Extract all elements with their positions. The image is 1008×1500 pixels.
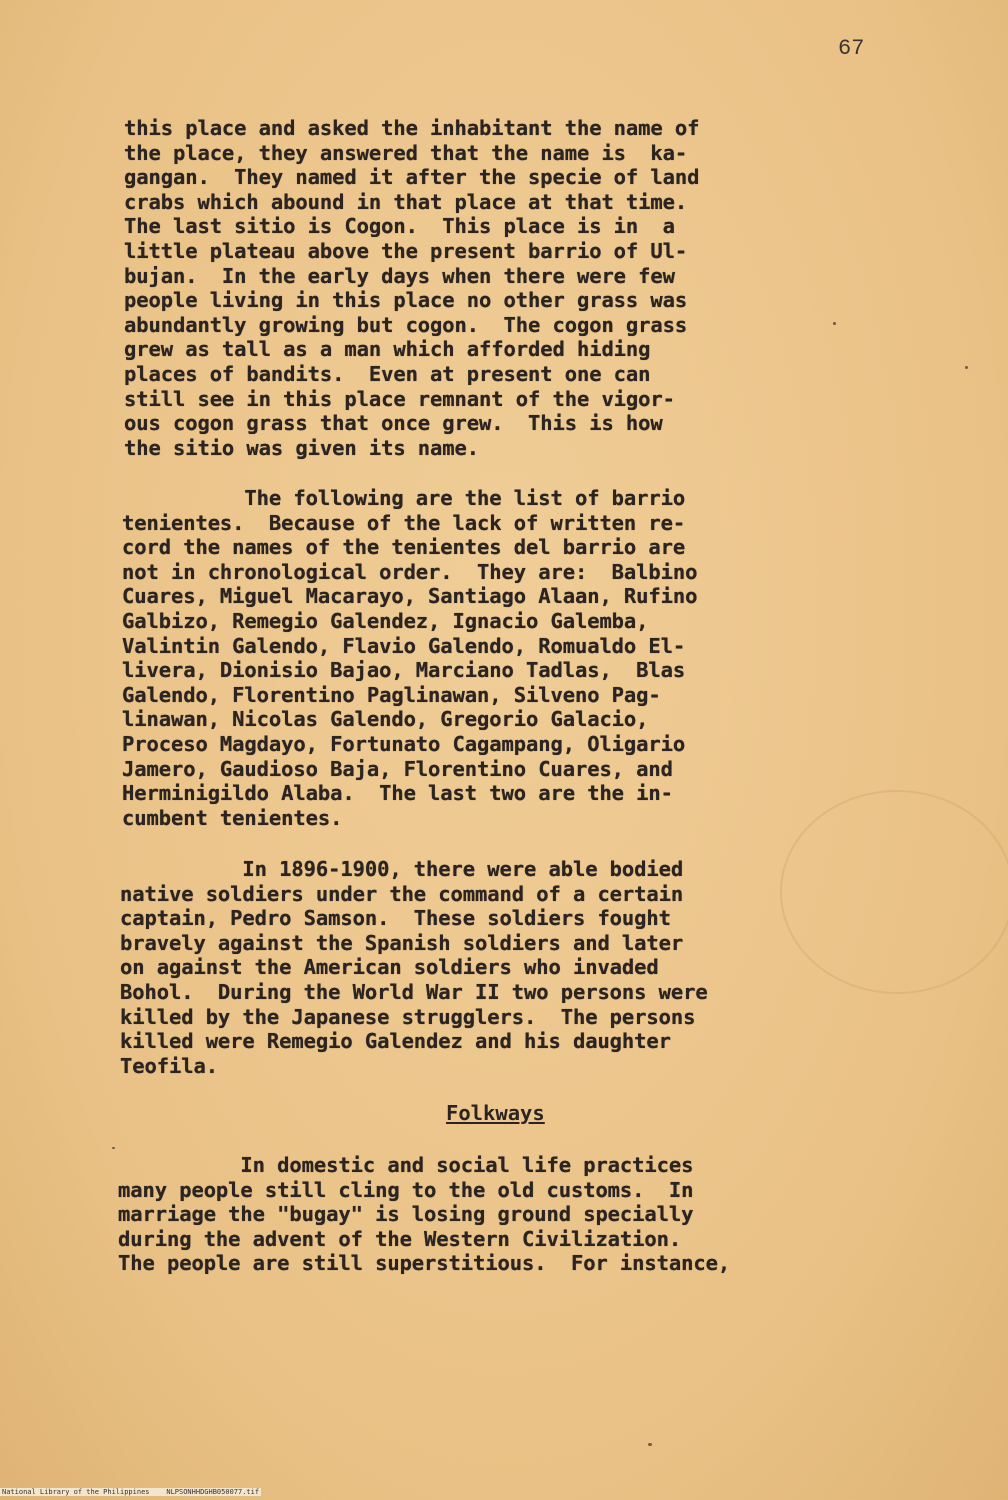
text-line: The following are the list of barrio — [122, 486, 686, 510]
speck — [112, 1147, 115, 1149]
text-line: ous cogon grass that once grew. This is how — [124, 411, 663, 436]
text-line: crabs which abound in that place at that time. — [124, 189, 688, 214]
text-line: Jamero, Gaudioso Baja, Florentino Cuares, and — [122, 756, 673, 781]
speck — [965, 366, 968, 369]
text-line: captain, Pedro Samson. These soldiers fought — [120, 906, 671, 931]
text-line: Proceso Magdayo, Fortunato Cagampang, Oligario — [122, 732, 686, 756]
faded-stamp — [780, 790, 1008, 994]
text-line: grew as tall as a man which afforded hiding — [124, 337, 651, 362]
text-line: Valintin Galendo, Flavio Galendo, Romualdo El- — [122, 633, 686, 658]
text-line: native soldiers under the command of a certain — [120, 881, 684, 906]
text-line: Cuares, Miguel Macarayo, Santiago Alaan, Rufino — [122, 584, 698, 609]
text-line: the place, they answered that the name is ka- — [124, 140, 688, 165]
text-line: livera, Dionisio Bajao, Marciano Tadlas, Blas — [122, 658, 686, 683]
text-line: little plateau above the present barrio of Ul- — [124, 239, 688, 263]
text-line: The last sitio is Cogon. This place is in a — [124, 214, 675, 239]
text-line: Teofila. — [120, 1053, 218, 1078]
text-line: Bohol. During the World War II two persons were — [120, 980, 708, 1004]
text-line: killed by the Japanese strugglers. The persons — [120, 1004, 696, 1029]
text-line: people living in this place no other grass was — [124, 288, 688, 313]
text-line: In domestic and social life practices — [118, 1153, 694, 1177]
text-line: tenientes. Because of the lack of written re- — [122, 510, 686, 535]
text-line: cumbent tenientes. — [122, 805, 343, 830]
text-line: Herminigildo Alaba. The last two are the in- — [122, 781, 673, 806]
scan-footer: National Library of the Philippines NLPSONHHDGHB050077.tif — [2, 1488, 260, 1496]
page-number: 67 — [838, 36, 865, 61]
text-line: on against the American soldiers who invaded — [120, 955, 659, 980]
text-line: gangan. They named it after the specie of land — [124, 165, 700, 190]
text-line: during the advent of the Western Civilization. — [118, 1226, 682, 1251]
speck — [833, 322, 836, 325]
text-line: Galendo, Florentino Paglinawan, Silveno Pag- — [122, 682, 661, 707]
text-line: Galbizo, Remegio Galendez, Ignacio Galemba, — [122, 609, 649, 633]
text-line: places of bandits. Even at present one can — [124, 362, 651, 386]
text-line: this place and asked the inhabitant the name of — [124, 116, 700, 140]
text-line: In 1896-1900, there were able bodied — [120, 857, 684, 881]
speck — [648, 1443, 652, 1446]
text-line: bujan. In the early days when there were few — [124, 263, 675, 288]
text-line: abundantly growing but cogon. The cogon grass — [124, 312, 688, 337]
text-line: marriage the "bugay" is losing ground specially — [118, 1202, 694, 1227]
text-line: not in chronological order. They are: Balbino — [122, 559, 698, 584]
text-line: still see in this place remnant of the vigor- — [124, 386, 675, 411]
text-line: bravely against the Spanish soldiers and later — [120, 930, 684, 955]
text-line: many people still cling to the old customs. In — [118, 1177, 694, 1202]
text-line: the sitio was given its name. — [124, 435, 480, 460]
text-line: The people are still superstitious. For instance, — [118, 1251, 731, 1276]
text-line: cord the names of the tenientes del barrio are — [122, 535, 686, 560]
text-line: linawan, Nicolas Galendo, Gregorio Galacio, — [122, 707, 649, 732]
section-heading-folkways: Folkways — [446, 1101, 545, 1125]
text-line: killed were Remegio Galendez and his daughter — [120, 1029, 671, 1054]
